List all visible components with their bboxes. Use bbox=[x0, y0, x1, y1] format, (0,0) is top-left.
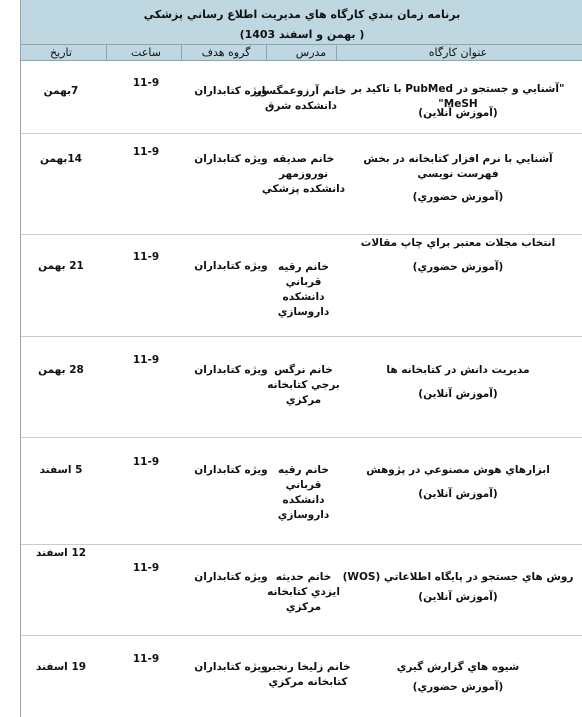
workshop-mode: (آموزش آنلاين) bbox=[418, 107, 498, 119]
row-divider bbox=[21, 437, 582, 438]
workshop-title: ابزارهاي هوش مصنوعي در پژوهش bbox=[366, 464, 550, 476]
date: 12 اسفند bbox=[35, 547, 87, 559]
row-divider bbox=[21, 635, 582, 636]
time: 11-9 bbox=[132, 77, 160, 89]
date: 21 بهمن bbox=[38, 260, 84, 272]
column-divider bbox=[266, 45, 267, 61]
workshop-mode: (آموزش آنلاين) bbox=[418, 388, 498, 400]
instructor: خانم آرزوعمگسار دانشكده شرق bbox=[255, 85, 347, 112]
workshop-title: شيوه هاي گزارش گيري bbox=[396, 661, 520, 673]
column-header-date: تاريخ bbox=[50, 46, 72, 59]
workshop-mode: (آموزش حضوري) bbox=[412, 191, 504, 203]
date: 28 بهمن bbox=[38, 364, 84, 376]
row-divider bbox=[21, 133, 582, 134]
instructor: خانم رقيه قرباني دانشكده داروسازي bbox=[277, 261, 330, 318]
time: 11-9 bbox=[132, 653, 160, 665]
row-divider bbox=[21, 234, 582, 235]
workshop-mode: (آموزش حضوري) bbox=[412, 261, 504, 273]
target-group: ويژه كتابداران bbox=[194, 153, 268, 165]
page-title: برنامه زمان بندي كارگاه هاي مديريت اطلاع رساني پزشكي bbox=[143, 8, 461, 21]
date: 7بهمن bbox=[43, 85, 79, 97]
date: 14بهمن bbox=[40, 153, 82, 165]
column-header-target: گروه هدف bbox=[201, 46, 251, 59]
workshop-mode: (آموزش آنلاين) bbox=[418, 488, 498, 500]
time: 11-9 bbox=[132, 456, 160, 468]
target-group: ويژه كتابداران bbox=[194, 364, 268, 376]
time: 11-9 bbox=[132, 146, 160, 158]
instructor: خانم نرگس برجي كتابخانه مركزي bbox=[267, 364, 340, 406]
workshop-mode: (آموزش حضوري) bbox=[412, 681, 504, 693]
target-group: ويژه كتابداران bbox=[194, 661, 268, 673]
time: 11-9 bbox=[132, 354, 160, 366]
column-header-instructor: مدرس bbox=[295, 46, 327, 59]
instructor: خانم حديثه ايزدي كتابخانه مركزي bbox=[267, 571, 340, 613]
target-group: ويژه كتابداران bbox=[194, 85, 268, 97]
workshop-title: آشنايي با نرم افزار كتابخانه در بخش فهرست نويسي bbox=[363, 153, 553, 180]
time: 11-9 bbox=[132, 562, 160, 574]
date: 5 اسفند bbox=[39, 464, 83, 476]
workshop-mode: (آموزش آنلاين) bbox=[418, 591, 498, 603]
target-group: ويژه كتابداران bbox=[194, 464, 268, 476]
column-divider bbox=[181, 45, 182, 61]
instructor: خانم زليخا رنجبر كتابخانه مركزي bbox=[265, 661, 351, 688]
instructor: خانم صديقه نوروزمهر دانشكده پزشكي bbox=[261, 153, 346, 195]
workshop-title: روش هاي جستجو در پايگاه اطلاعاتي (WOS) bbox=[342, 571, 574, 583]
page-subtitle: ( بهمن و اسفند 1403) bbox=[239, 28, 365, 41]
target-group: ويژه كتابداران bbox=[194, 260, 268, 272]
column-divider bbox=[336, 45, 337, 61]
row-divider bbox=[21, 544, 582, 545]
workshop-title: انتخاب مجلات معتبر براي چاپ مقالات bbox=[360, 237, 556, 249]
row-divider bbox=[21, 336, 582, 337]
workshop-title: "آشنايي و جستجو در PubMed با تاكيد بر MeSH" bbox=[351, 83, 565, 110]
workshop-title: مديريت دانش در كتابخانه ها bbox=[386, 364, 530, 376]
date: 19 اسفند bbox=[35, 661, 87, 673]
column-header-time: ساعت bbox=[131, 46, 161, 59]
instructor: خانم رقيه قرباني دانشكده داروسازي bbox=[277, 464, 330, 521]
schedule-table bbox=[20, 0, 582, 717]
target-group: ويژه كتابداران bbox=[194, 571, 268, 583]
column-divider bbox=[106, 45, 107, 61]
column-header-workshop: عنوان كارگاه bbox=[428, 46, 488, 59]
time: 11-9 bbox=[132, 251, 160, 263]
